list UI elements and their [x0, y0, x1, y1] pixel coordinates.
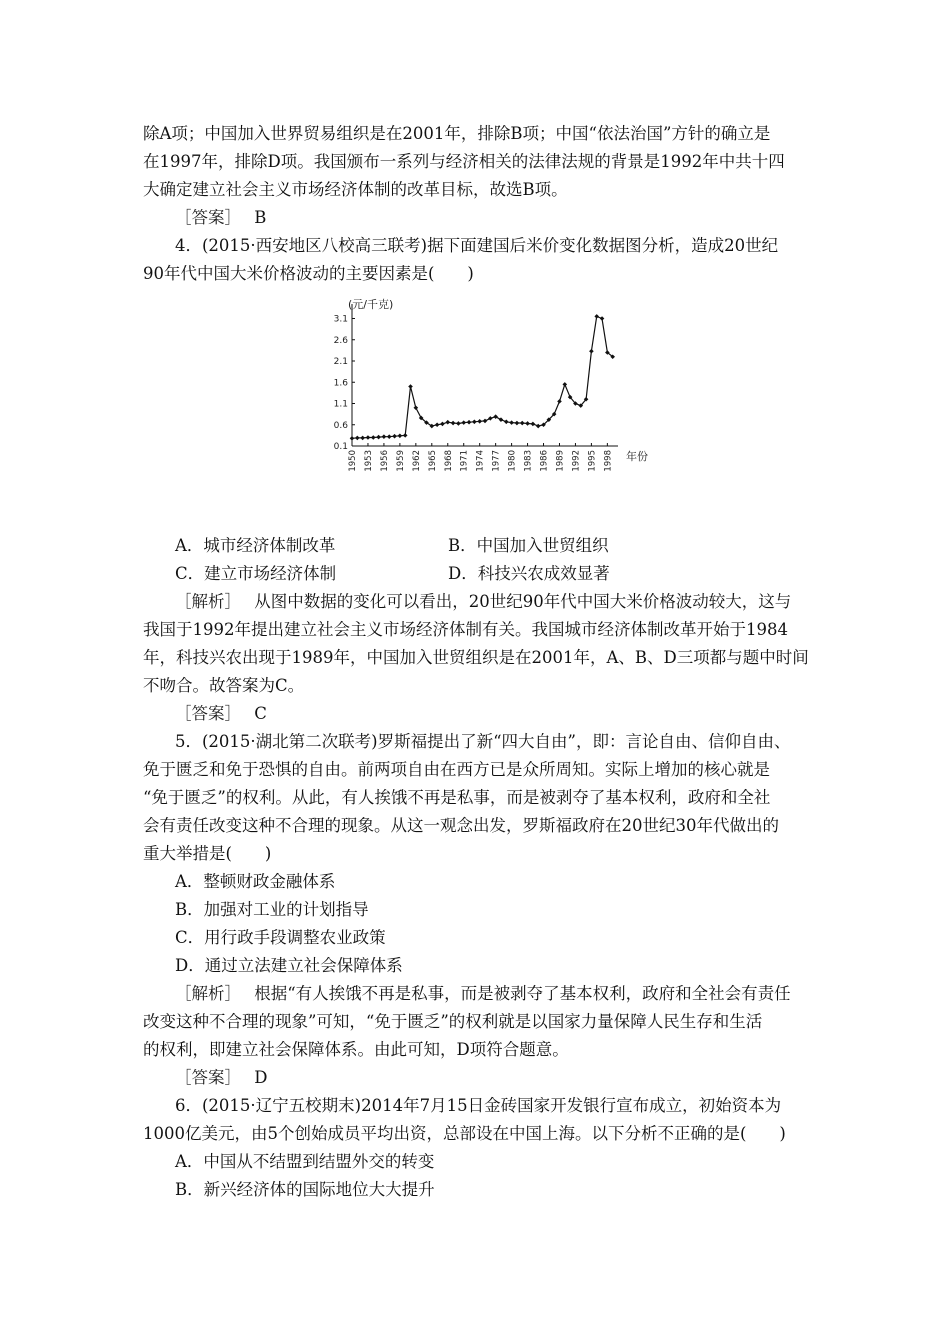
- answer-value: B: [254, 208, 267, 227]
- chart-point: [499, 417, 504, 422]
- x-tick-label: 1980: [507, 450, 518, 472]
- x-tick-label: 1977: [491, 450, 502, 472]
- answer-label: ［答案］: [175, 208, 241, 227]
- q5-option-b: B．加强对工业的计划指导: [175, 900, 369, 919]
- q5-stem-line: 重大举措是( ): [143, 844, 272, 863]
- answer-label: ［答案］: [175, 704, 241, 723]
- chart-point: [504, 419, 509, 424]
- x-tick-label: 1950: [348, 450, 358, 472]
- chart-point: [456, 421, 461, 426]
- x-tick-label: 1974: [475, 450, 486, 472]
- chart-point: [371, 435, 376, 440]
- chart-point: [376, 435, 381, 440]
- text-line: 在1997年，排除D项。我国颁布一系列与经济相关的法律法规的背景是1992年中共十四: [143, 152, 785, 171]
- q4-analysis-line: 不吻合。故答案为C。: [143, 676, 305, 695]
- x-tick-label: 1986: [539, 450, 550, 472]
- chart-point: [536, 424, 541, 429]
- chart-point: [531, 422, 536, 427]
- chart-point: [440, 422, 445, 427]
- chart-point: [435, 422, 440, 427]
- q4-options-row-2: [175, 560, 610, 588]
- q4-analysis-line: [175, 588, 791, 616]
- q5-stem-line: 免于匮乏和免于恐惧的自由。前两项自由在西方已是众所周知。实际上增加的核心就是: [143, 760, 770, 779]
- analysis-text: 根据“有人挨饿不再是私事，而是被剥夺了基本权利，政府和全社会有责任: [254, 984, 791, 1003]
- chart-point: [414, 405, 419, 410]
- chart-y-label: (元/千克): [348, 298, 394, 311]
- chart-point: [477, 419, 482, 424]
- chart-point: [509, 420, 514, 425]
- q4-analysis-line: 年，科技兴农出现于1989年，中国加入世贸组织是在2001年，A、B、D三项都与题中时间: [143, 648, 809, 667]
- y-tick-label: 3.1: [333, 314, 348, 325]
- chart-point: [589, 349, 594, 354]
- q5-option-a: A．整顿财政金融体系: [175, 872, 336, 891]
- x-tick-label: 1998: [603, 450, 614, 472]
- chart-point: [392, 434, 397, 439]
- chart-x-label: 年份: [626, 450, 648, 463]
- analysis-text: 从图中数据的变化可以看出，20世纪90年代中国大米价格波动较大，这与: [254, 592, 792, 611]
- y-tick-label: 0.1: [333, 442, 348, 452]
- q3-answer-line: [175, 204, 266, 232]
- x-tick-label: 1956: [379, 450, 390, 472]
- q4-analysis-line: 我国于1992年提出建立社会主义市场经济体制有关。我国城市经济体制改革开始于1984: [143, 620, 788, 639]
- q5-analysis-line: 的权利，即建立社会保障体系。由此可知，D项符合题意。: [143, 1040, 569, 1059]
- q4-stem-line: 4．(2015·西安地区八校高三联考)据下面建国后米价变化数据图分析，造成20世纪: [175, 236, 779, 255]
- q5-stem-line: 5．(2015·湖北第二次联考)罗斯福提出了新“四大自由”，即：言论自由、信仰自由、: [175, 732, 791, 751]
- q6-stem-line: 1000亿美元，由5个创始成员平均出资，总部设在中国上海。以下分析不正确的是( ): [143, 1124, 786, 1143]
- chart-point: [350, 436, 355, 441]
- chart-point: [360, 436, 365, 441]
- chart-point: [445, 420, 450, 425]
- chart-point: [600, 316, 605, 321]
- rice-price-chart: [318, 296, 678, 506]
- q4-answer-line: [175, 700, 267, 728]
- chart-point: [515, 421, 520, 426]
- chart-point: [366, 435, 371, 440]
- y-tick-label: 2.6: [333, 335, 348, 346]
- q4-stem-line: 90年代中国大米价格波动的主要因素是( ): [143, 264, 474, 283]
- x-tick-label: 1953: [363, 450, 374, 472]
- answer-label: ［答案］: [175, 1068, 241, 1087]
- q5-stem-line: “免于匮乏”的权利。从此，有人挨饿不再是私事，而是被剥夺了基本权利，政府和全社: [143, 788, 771, 807]
- chart-point: [387, 434, 392, 439]
- chart-point: [594, 314, 599, 319]
- chart-point: [355, 436, 360, 441]
- answer-value: C: [254, 704, 267, 723]
- chart-point: [525, 421, 530, 426]
- chart-point: [403, 433, 408, 438]
- chart-point: [488, 416, 493, 421]
- chart-point: [472, 419, 477, 424]
- x-tick-label: 1989: [555, 450, 566, 472]
- chart-point: [398, 434, 403, 439]
- x-tick-label: 1968: [443, 450, 454, 472]
- x-tick-label: 1962: [411, 450, 422, 472]
- q6-option-a: A．中国从不结盟到结盟外交的转变: [175, 1152, 435, 1171]
- chart-point: [557, 399, 562, 404]
- option-d: D．科技兴农成效显著: [448, 564, 610, 583]
- y-tick-label: 1.6: [333, 378, 348, 389]
- chart-point: [467, 420, 472, 425]
- option-a: A．城市经济体制改革: [175, 536, 336, 555]
- chart-point: [483, 419, 488, 424]
- option-c: C．建立市场经济体制: [175, 564, 337, 583]
- option-b: B．中国加入世贸组织: [448, 536, 609, 555]
- chart-point: [382, 434, 387, 439]
- y-tick-label: 2.1: [333, 357, 348, 367]
- x-tick-label: 1983: [523, 450, 534, 472]
- chart-series-line: [352, 316, 613, 438]
- q4-options-row-1: [175, 532, 609, 560]
- q5-analysis-line: [175, 980, 791, 1008]
- chart-point: [408, 384, 413, 389]
- x-tick-label: 1995: [587, 450, 598, 472]
- text-line: 大确定建立社会主义市场经济体制的改革目标，故选B项。: [143, 180, 568, 199]
- y-tick-label: 1.1: [333, 399, 348, 410]
- x-tick-label: 1971: [459, 450, 470, 472]
- x-tick-label: 1965: [427, 450, 438, 472]
- chart-axes: [352, 304, 618, 446]
- answer-value: D: [254, 1068, 268, 1087]
- q5-analysis-line: 改变这种不合理的现象”可知，“免于匮乏”的权利就是以国家力量保障人民生存和生活: [143, 1012, 763, 1031]
- q5-option-c: C．用行政手段调整农业政策: [175, 928, 386, 947]
- q5-answer-line: [175, 1064, 267, 1092]
- q6-stem-line: 6．(2015·辽宁五校期末)2014年7月15日金砖国家开发银行宣布成立，初始资本为: [175, 1096, 782, 1115]
- q6-option-b: B．新兴经济体的国际地位大大提升: [175, 1180, 435, 1199]
- chart-point: [451, 421, 456, 426]
- x-tick-label: 1959: [395, 450, 406, 472]
- chart-x-ticks: [348, 443, 613, 472]
- chart-point: [461, 420, 466, 425]
- chart-point: [520, 421, 525, 426]
- q5-stem-line: 会有责任改变这种不合理的现象。从这一观念出发，罗斯福政府在20世纪30年代做出的: [143, 816, 779, 835]
- analysis-label: ［解析］: [175, 592, 241, 611]
- chart-point: [563, 382, 568, 387]
- q5-option-d: D．通过立法建立社会保障体系: [175, 956, 403, 975]
- text-line: 除A项；中国加入世界贸易组织是在2001年，排除B项；中国“依法治国”方针的确立是: [143, 124, 771, 143]
- y-tick-label: 0.6: [333, 420, 348, 431]
- analysis-label: ［解析］: [175, 984, 241, 1003]
- x-tick-label: 1992: [571, 450, 582, 472]
